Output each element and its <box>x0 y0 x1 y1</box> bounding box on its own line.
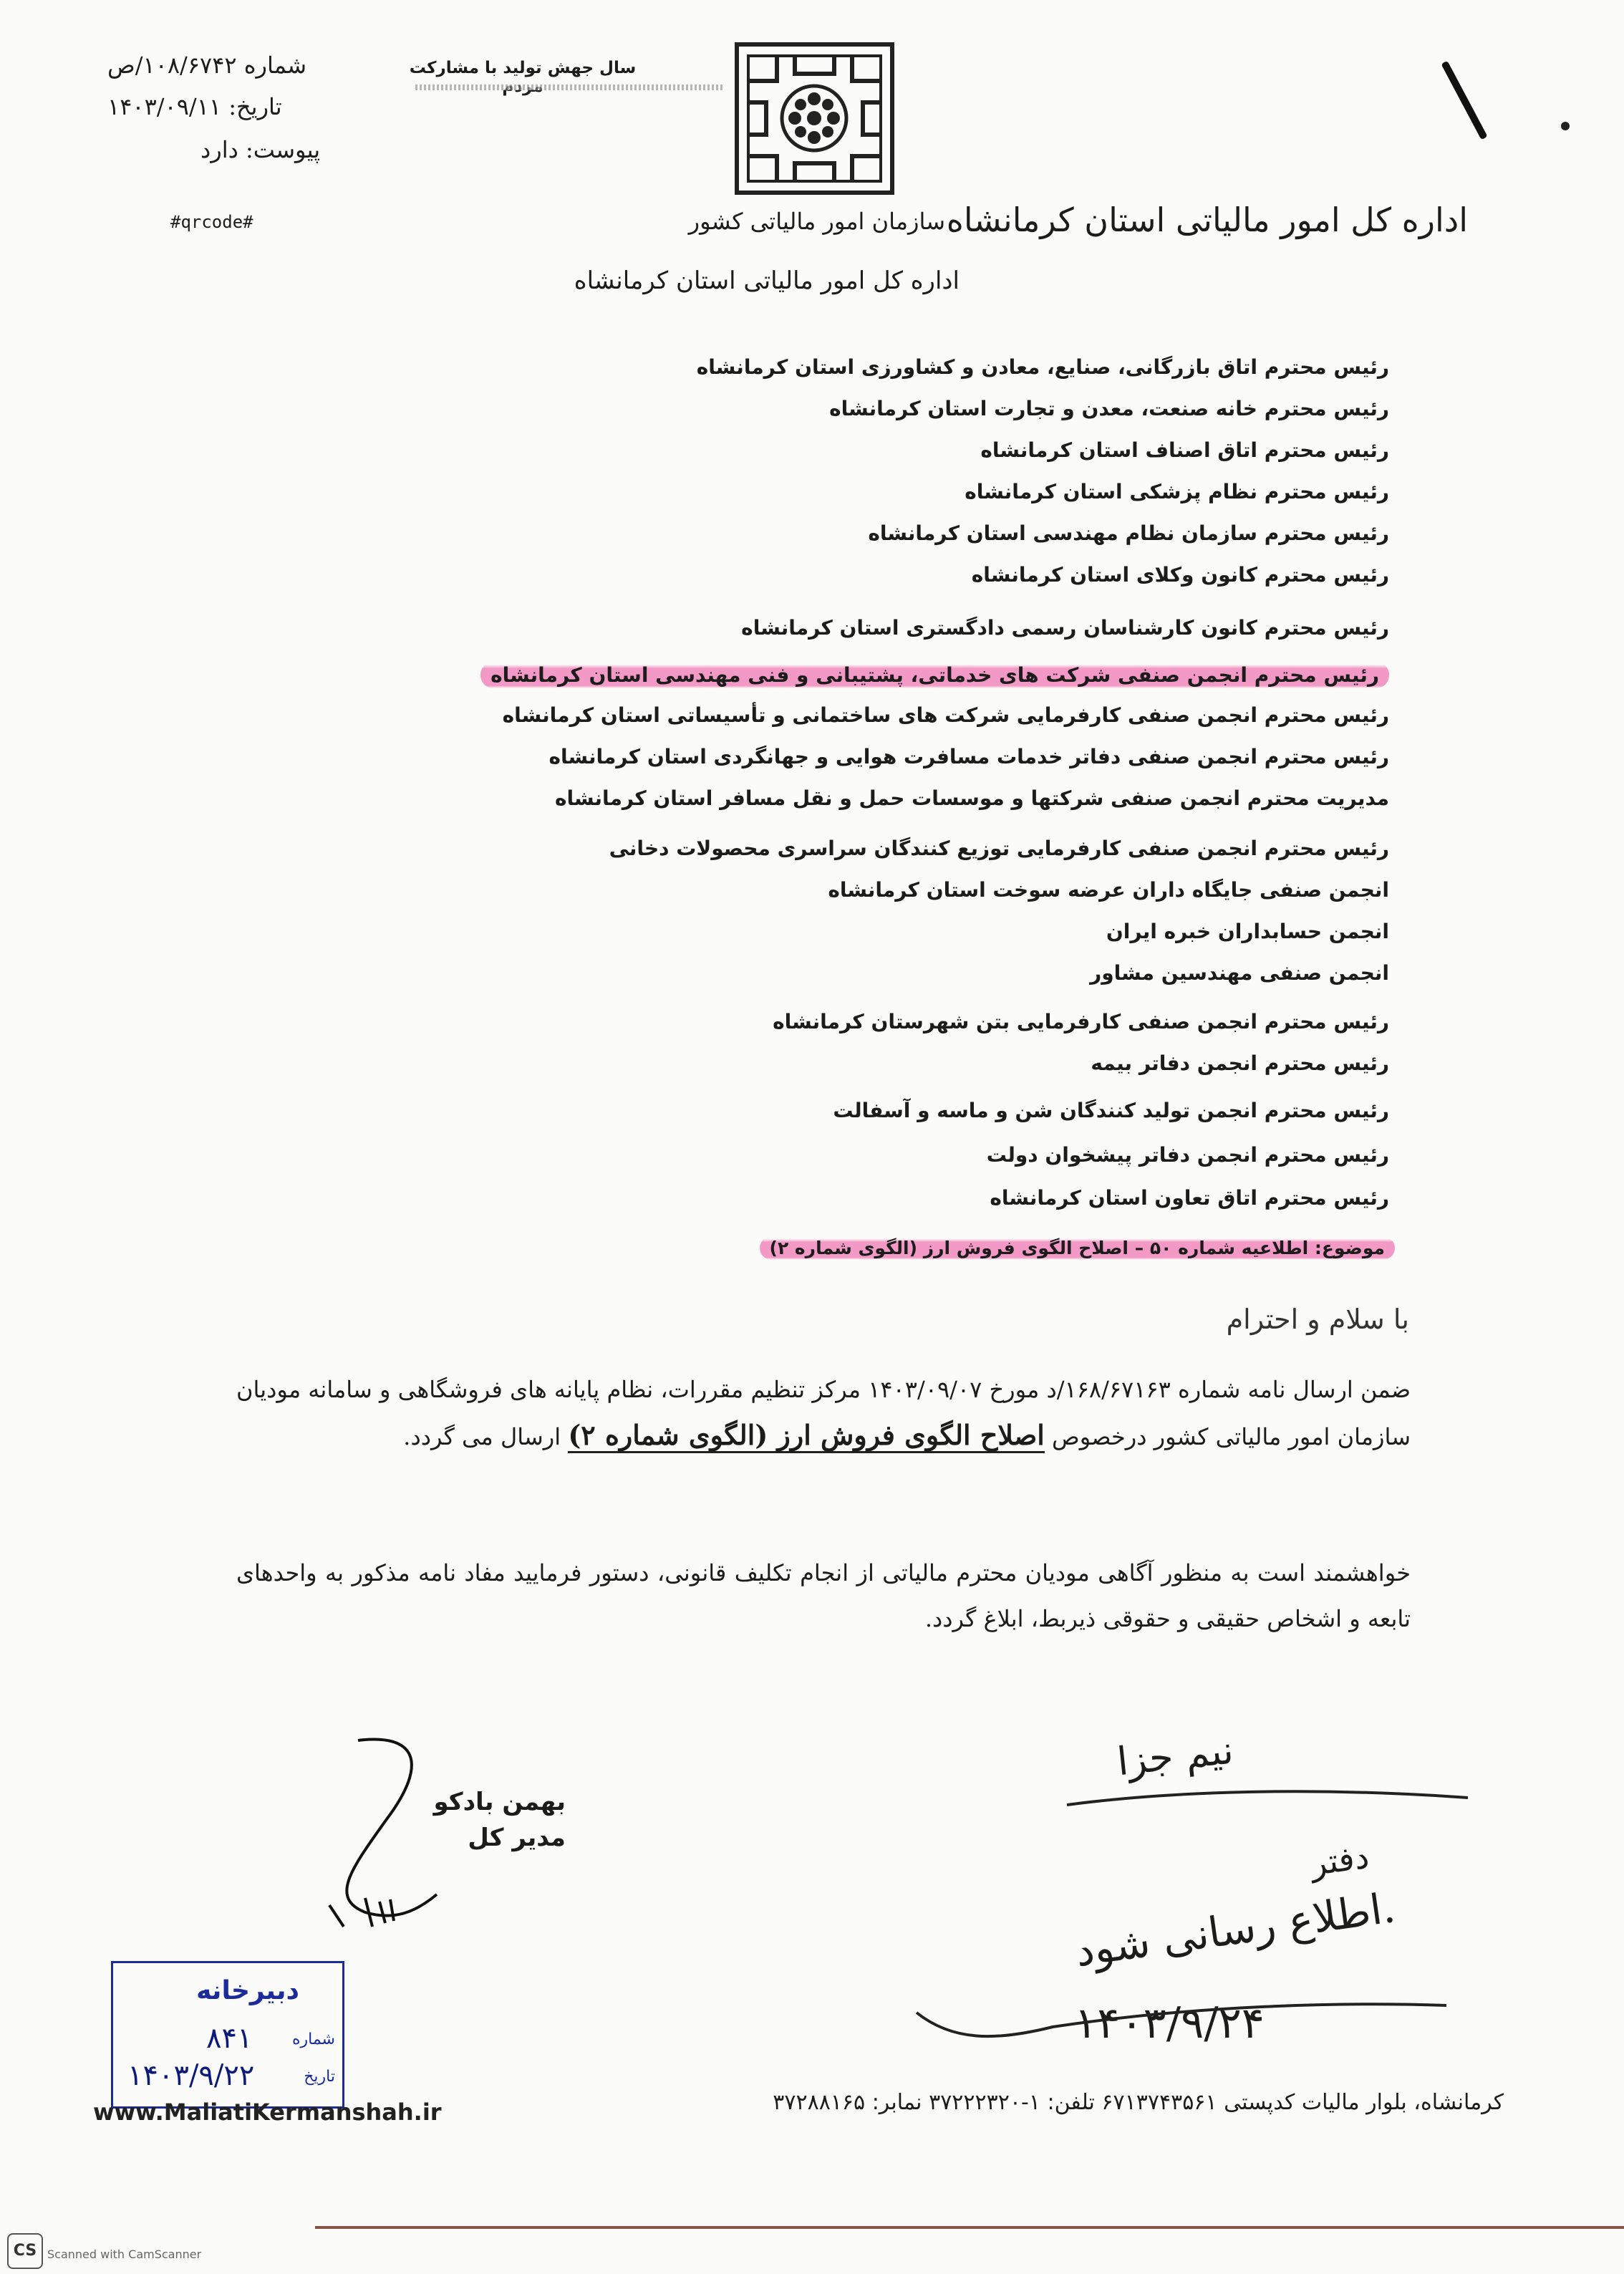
recipient-item: رئیس محترم انجمن دفاتر بیمه <box>1091 1051 1389 1075</box>
body-p1-end: ارسال می گردد. <box>403 1423 561 1450</box>
qrcode-placeholder: #qrcode# <box>170 212 253 232</box>
camscanner-watermark: Scanned with CamScanner <box>47 2247 202 2261</box>
handwritten-mark <box>1441 61 1487 140</box>
recipient-item: رئیس محترم نظام پزشکی استان کرمانشاه <box>965 480 1389 504</box>
stamp-date-value: ۱۴۰۳/۹/۲۲ <box>127 2059 255 2092</box>
recipient-item-highlighted <box>480 663 1389 699</box>
footer-website: www.MaliatiKermanshah.ir <box>93 2099 442 2126</box>
body-p1-emphasis: اصلاح الگوی فروش ارز (الگوی شماره ۲) <box>568 1419 1045 1453</box>
secretariat-stamp <box>111 1961 344 2109</box>
year-slogan: سال جهش تولید با مشارکت <box>409 59 637 77</box>
recipient-item: انجمن صنفی مهندسین مشاور <box>1090 961 1389 985</box>
recipient-item: مدیریت محترم انجمن صنفی شرکتها و موسسات حمل و نقل مسافر استان کرمانشاه <box>555 786 1389 810</box>
subject-text: موضوع: اطلاعیه شماره ۵۰ – اصلاح الگوی فروش ارز (الگوی شماره ۲) <box>760 1236 1395 1260</box>
handwritten-arrow-stroke <box>909 1998 1454 2056</box>
pink-highlight: رئیس محترم انجمن صنفی شرکت های خدماتی، پشتیبانی و فنی مهندسی استان کرمانشاه <box>480 662 1389 688</box>
recipient-item: رئیس محترم اتاق بازرگانی، صنایع، معادن و کشاورزی استان کرمانشاه <box>696 355 1389 379</box>
recipient-item: انجمن حسابداران خبره ایران <box>1106 920 1389 943</box>
footer-divider <box>315 2226 1624 2229</box>
org-provincial-subtitle: اداره کل امور مالیاتی استان کرمانشاه <box>574 266 960 295</box>
recipient-item: رئیس محترم انجمن تولید کنندگان شن و ماسه و آسفالت <box>833 1099 1389 1122</box>
recipient-item: رئیس محترم انجمن صنفی کارفرمایی توزیع کنندگان سراسری محصولات دخانی <box>609 837 1389 860</box>
footer-address: کرمانشاه، بلوار مالیات کدپستی ۶۷۱۳۷۴۳۵۶۱ تلفن: ۱-۳۷۲۲۲۳۲۰ نمابر: ۳۷۲۸۸۱۶۵ <box>773 2090 1504 2115</box>
body-paragraph-1 <box>236 1367 1411 1460</box>
stamp-number-value: ۸۴۱ <box>206 2022 253 2055</box>
recipient-item: رئیس محترم انجمن صنفی کارفرمایی شرکت های ساختمانی و تأسیساتی استان کرمانشاه <box>502 703 1389 727</box>
org-national-name: سازمان امور مالیاتی کشور <box>688 208 945 235</box>
tax-org-emblem-icon <box>734 42 895 196</box>
slogan-divider <box>415 85 723 90</box>
handwritten-note-date: ۱۴۰۳/۹/۲۴ <box>1074 1998 1265 2048</box>
signatory-name: بهمن بادکو <box>433 1788 566 1816</box>
letter-attachment: پیوست: دارد <box>200 136 321 163</box>
body-p1-start: ضمن ارسال نامه شماره ۱۶۸/۶۷۱۶۳/د مورخ ۱۴۰۳/۰۹/۰۷ مرکز تنظیم مقررات، نظام پایانه های فروشگاهی و سامانه مودیان سازمان امور مالیاتی کشور درخصوص <box>236 1376 1411 1450</box>
handwritten-dot <box>1561 122 1570 130</box>
recipient-item: رئیس محترم سازمان نظام مهندسی استان کرمانشاه <box>868 521 1389 545</box>
signatory-title: مدیر کل <box>468 1823 566 1852</box>
recipient-item: رئیس محترم انجمن دفاتر پیشخوان دولت <box>986 1143 1389 1167</box>
recipient-item: رئیس محترم کانون وکلای استان کرمانشاه <box>971 563 1389 587</box>
stamp-title: دبیرخانه <box>196 1976 299 2005</box>
handwritten-underline <box>1067 1783 1468 1812</box>
letter-subject <box>760 1238 1395 1258</box>
handwritten-note-line-2: دفتر <box>1308 1836 1372 1884</box>
recipient-item: انجمن صنفی جایگاه داران عرضه سوخت استان کرمانشاه <box>828 878 1389 902</box>
stamp-number-label: شماره <box>291 2030 335 2048</box>
letter-number: شماره ۱۰۸/۶۷۴۲/ص <box>107 52 307 79</box>
recipient-item: رئیس محترم اتاق تعاون استان کرمانشاه <box>990 1186 1389 1210</box>
handwritten-note-line-1: نیم جزا <box>1115 1727 1236 1785</box>
camscanner-logo-icon: CS <box>7 2233 43 2269</box>
recipient-item: رئیس محترم انجمن صنفی کارفرمایی بتن شهرستان کرمانشاه <box>773 1010 1389 1034</box>
recipient-item: رئیس محترم خانه صنعت، معدن و تجارت استان کرمانشاه <box>829 397 1389 420</box>
greeting: با سلام و احترام <box>1226 1304 1409 1335</box>
handwritten-note-line-3: اطلاع رسانی شود. <box>1072 1883 1398 1976</box>
recipient-item: رئیس محترم انجمن صنفی دفاتر خدمات مسافرت هوایی و جهانگردی استان کرمانشاه <box>548 745 1389 769</box>
recipient-item: رئیس محترم کانون کارشناسان رسمی دادگستری استان کرمانشاه <box>741 616 1389 640</box>
org-provincial-title: اداره کل امور مالیاتی استان کرمانشاه <box>946 201 1468 239</box>
body-paragraph-2: خواهشمند است به منظور آگاهی مودیان محترم مالیاتی از انجام تکلیف قانونی، دستور فرمایید مفاد نامه مذکور به واحدهای تابعه و اشخاص حقیقی و حقوقی ذیربط، ابلاغ گردد. <box>236 1559 1411 1632</box>
letter-date: تاریخ: ۱۴۰۳/۰۹/۱۱ <box>107 93 282 120</box>
stamp-date-label: تاریخ <box>304 2068 335 2086</box>
recipient-item: رئیس محترم اتاق اصناف استان کرمانشاه <box>980 438 1389 462</box>
